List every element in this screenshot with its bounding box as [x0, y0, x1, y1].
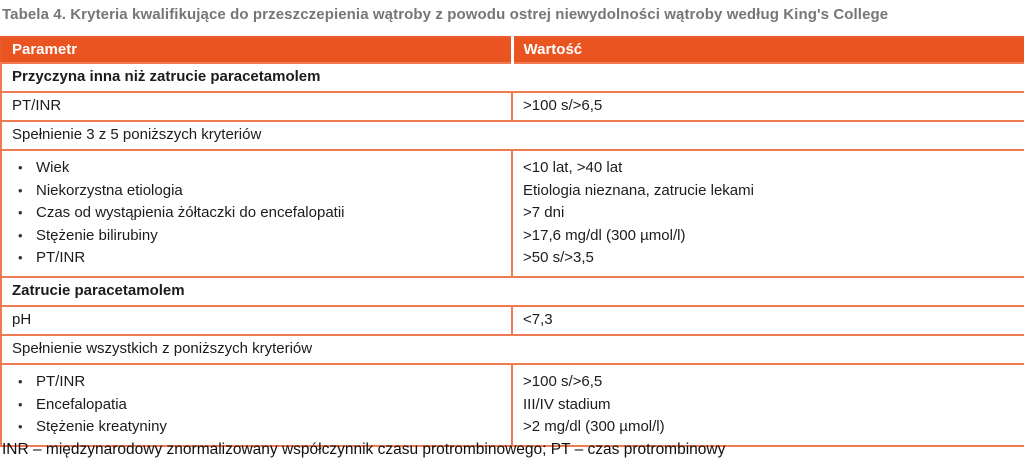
- value-list-cell: [512, 150, 1024, 277]
- param-cell: pH: [1, 306, 512, 335]
- bullet-item-label: Encefalopatia: [36, 395, 127, 413]
- bullet-item: [12, 416, 501, 439]
- criteria-header-cell: Spełnienie 3 z 5 poniższych kryteriów: [1, 121, 1024, 150]
- bullet-list-cell: [1, 364, 512, 446]
- bullet-item-label: Stężenie bilirubiny: [36, 226, 158, 244]
- value-line: Etiologia nieznana, zatrucie lekami: [523, 181, 754, 199]
- value-cell: >100 s/>6,5: [512, 92, 1024, 121]
- value-line: >100 s/>6,5: [523, 372, 603, 390]
- criteria-header-cell: Spełnienie wszystkich z poniższych kryteriów: [1, 335, 1024, 364]
- value-list-cell: [512, 364, 1024, 446]
- bullet-list-cell: [1, 150, 512, 277]
- bullet-icon: •: [18, 396, 23, 412]
- column-header-wartosc: Wartość: [512, 37, 1024, 63]
- table-row: [1, 150, 1024, 277]
- bullet-item-label: Czas od wystąpienia żółtaczki do encefalopatii: [36, 204, 345, 222]
- table-row: [1, 364, 1024, 446]
- bullet-item: [12, 157, 501, 180]
- bullet-icon: •: [18, 182, 23, 198]
- bullet-icon: •: [18, 205, 23, 221]
- value-line: III/IV stadium: [523, 395, 611, 413]
- table-header-row: [1, 37, 1024, 63]
- param-cell: PT/INR: [1, 92, 512, 121]
- table-row: [1, 306, 1024, 335]
- bullet-item: [12, 202, 501, 225]
- bullet-item-label: Wiek: [36, 159, 70, 176]
- table-row: [1, 277, 1024, 306]
- column-header-parametr: Parametr: [1, 37, 512, 63]
- value-line: >17,6 mg/dl (300 µmol/l): [523, 226, 686, 244]
- footnote: INR – międzynarodowy znormalizowany współczynnik czasu protrombinowego; PT – czas protrombinowy: [2, 441, 726, 458]
- bullet-item-label: PT/INR: [36, 249, 86, 267]
- value-line: >50 s/>3,5: [523, 249, 594, 267]
- bullet-item: [12, 394, 501, 417]
- table-row: [1, 92, 1024, 121]
- value-cell: <7,3: [512, 306, 1024, 335]
- value-line: >7 dni: [523, 204, 565, 222]
- bullet-item-label: PT/INR: [36, 372, 86, 390]
- bullet-item: [12, 180, 501, 203]
- bullet-item: [12, 371, 501, 394]
- bullet-item: [12, 247, 501, 270]
- criteria-table: [0, 36, 1024, 447]
- section-header-cell: Zatrucie paracetamolem: [1, 277, 1024, 306]
- bullet-icon: •: [18, 227, 23, 243]
- bullet-icon: •: [18, 419, 23, 435]
- section-header-cell: Przyczyna inna niż zatrucie paracetamolem: [1, 63, 1024, 92]
- bullet-item-label: Niekorzystna etiologia: [36, 181, 183, 199]
- table-row: [1, 121, 1024, 150]
- bullet-icon: •: [18, 373, 23, 389]
- bullet-item-label: Stężenie kreatyniny: [36, 418, 167, 436]
- table-row: [1, 63, 1024, 92]
- bullet-item: [12, 225, 501, 248]
- table-title: Tabela 4. Kryteria kwalifikujące do przeszczepienia wątroby z powodu ostrej niewydolności wątroby według King's College: [2, 6, 889, 23]
- bullet-icon: •: [18, 250, 23, 266]
- value-line: <10 lat, >40 lat: [523, 159, 623, 176]
- bullet-icon: •: [18, 160, 23, 175]
- value-line: >2 mg/dl (300 µmol/l): [523, 418, 665, 436]
- table-row: [1, 335, 1024, 364]
